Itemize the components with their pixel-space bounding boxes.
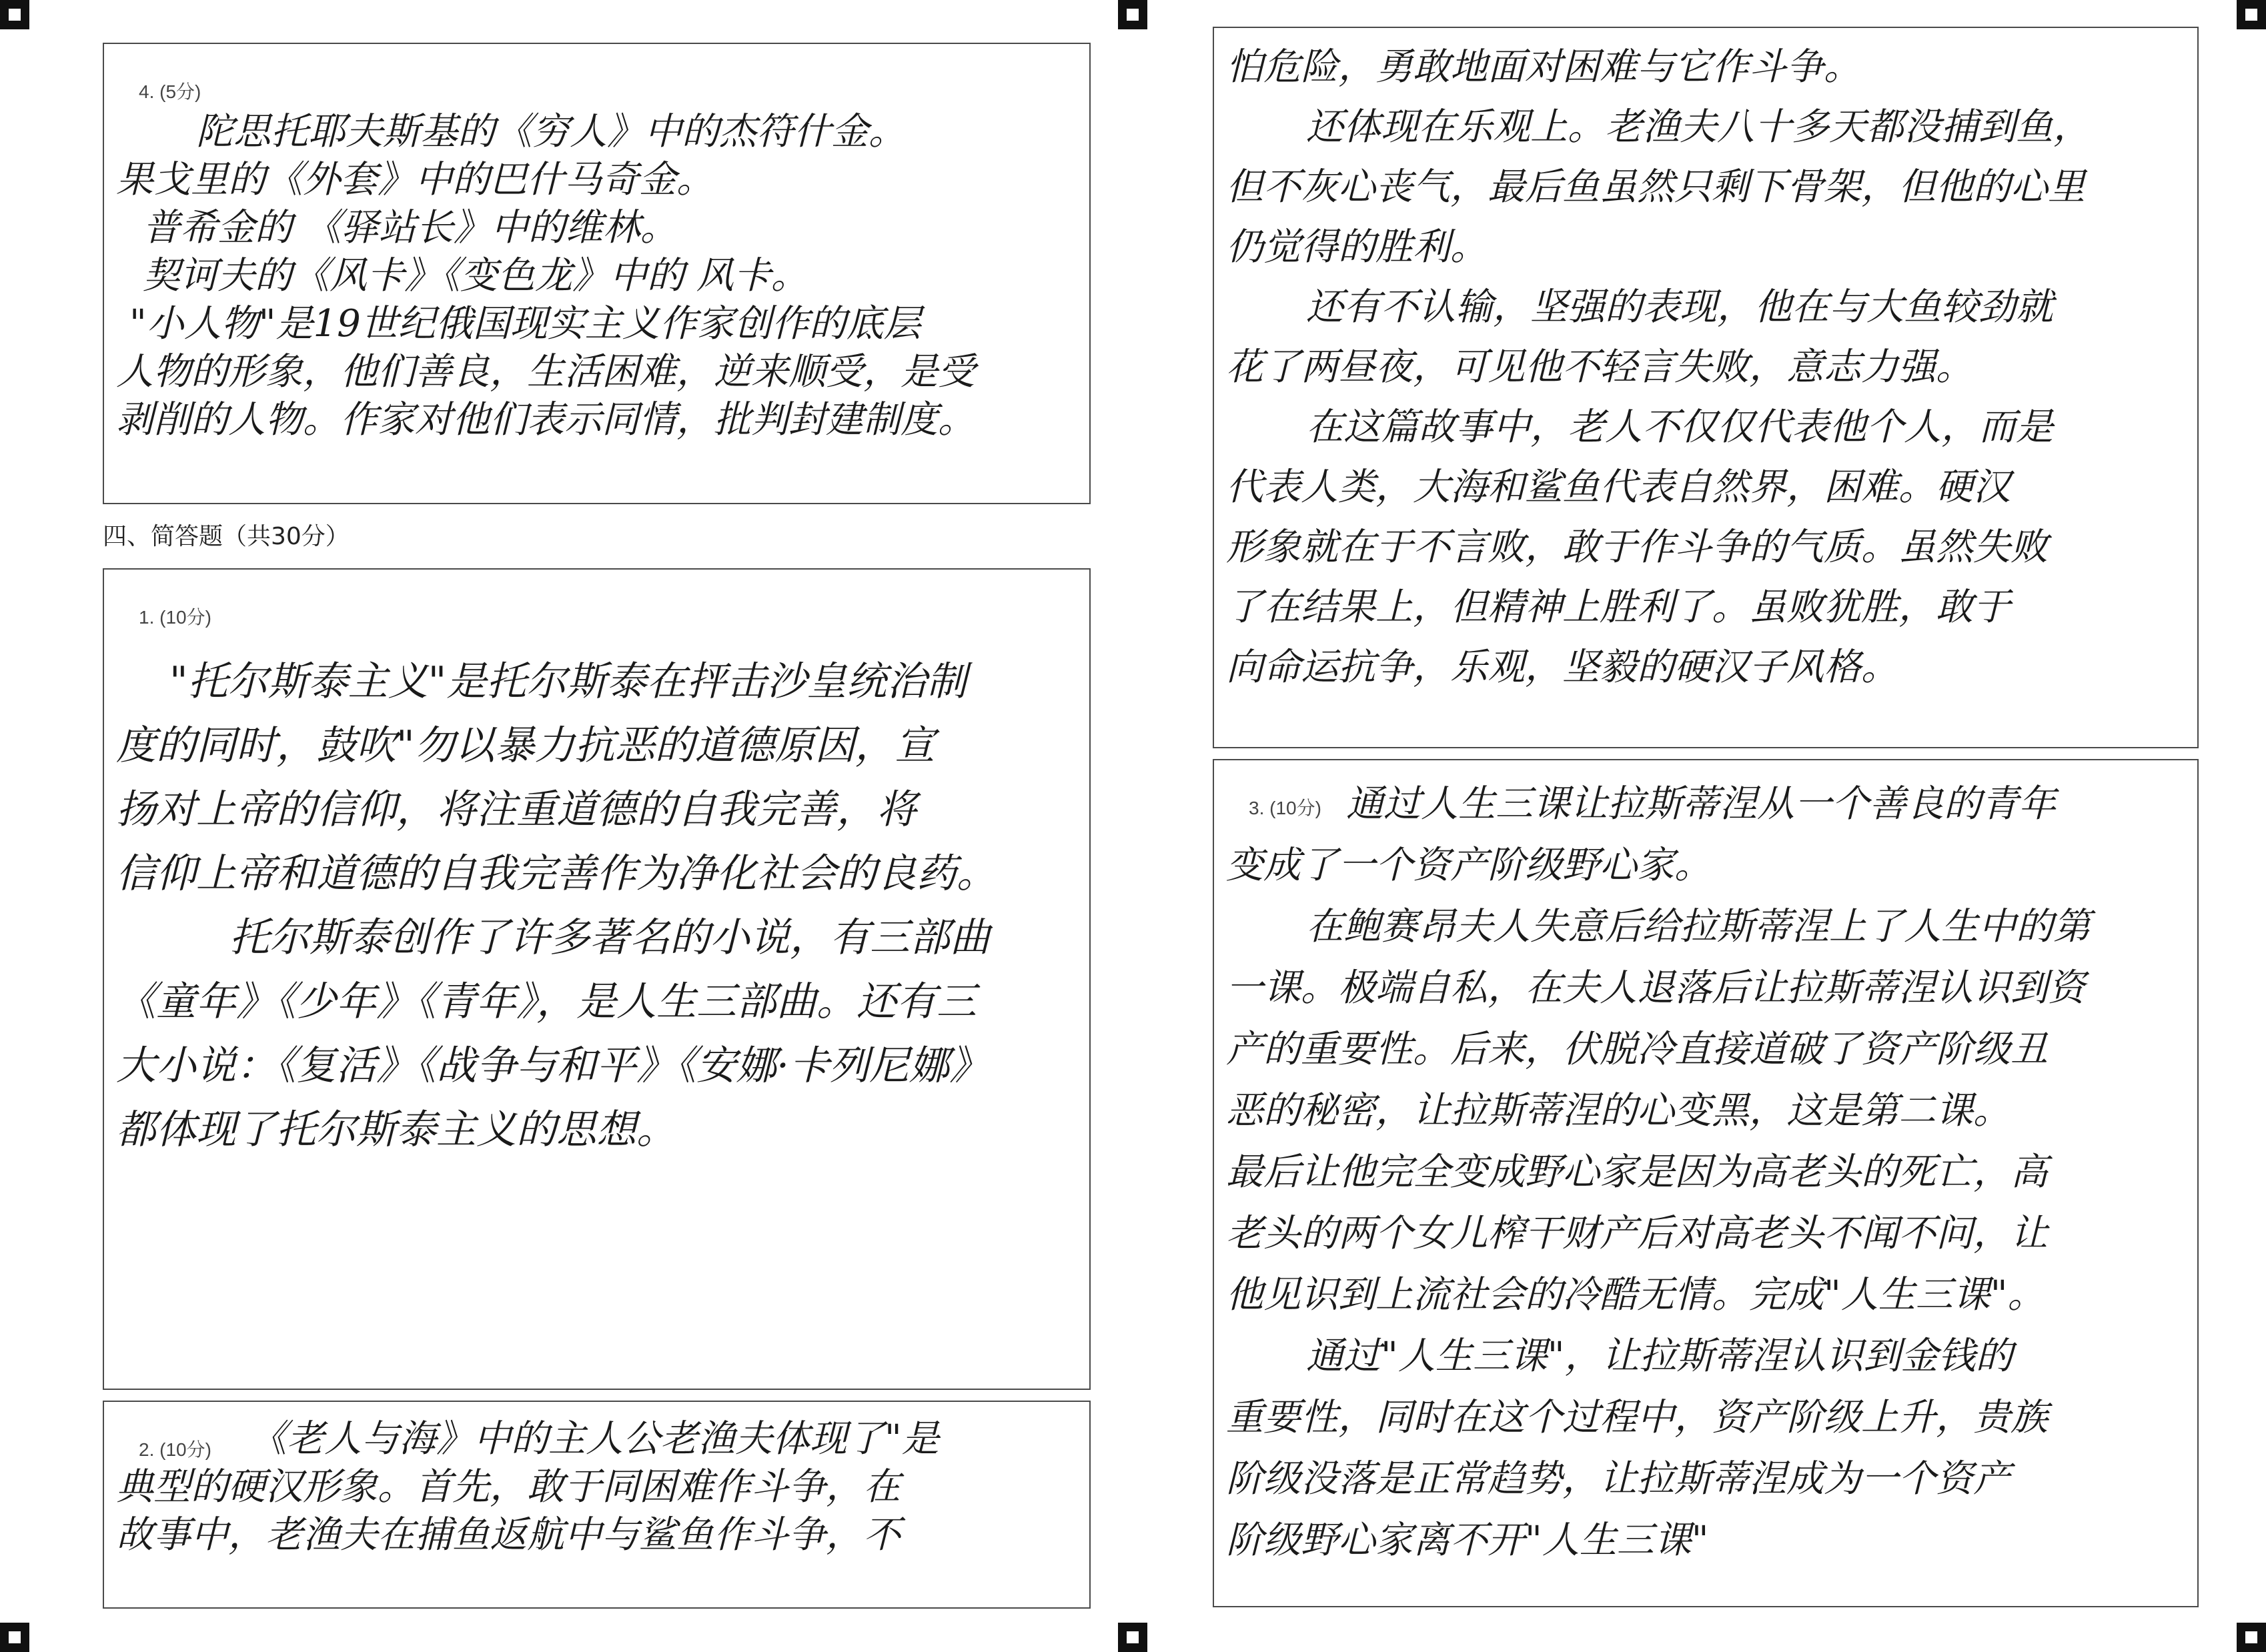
answer-line: 他见识到上流社会的冷酷无情。完成"人生三课"。 (1226, 1273, 2045, 1317)
answer-line: 仍觉得的胜利。 (1226, 225, 1488, 269)
answer-line: 在鲍赛昂夫人失意后给拉斯蒂涅上了人生中的第 (1306, 905, 2091, 948)
answer-line: 向命运抗争，乐观，坚毅的硬汉子风格。 (1226, 646, 1898, 689)
answer-line: 度的同时，鼓吹"勿以暴力抗恶的道德原因，宣 (116, 722, 935, 769)
answer-line: 《童年》《少年》《青年》，是人生三部曲。还有三 (116, 978, 977, 1025)
answer-line: "托尔斯泰主义"是托尔斯泰在抨击沙皇统治制 (169, 658, 967, 705)
handwritten-answer (116, 650, 997, 1162)
registration-marker-top-left (0, 0, 29, 29)
answer-box-short-answer-1 (103, 568, 1091, 1390)
answer-line: 最后让他完全变成野心家是因为高老头的死亡，高 (1226, 1150, 2048, 1194)
answer-line: 扬对上帝的信仰，将注重道德的自我完善，将 (116, 786, 917, 833)
answer-line: 一课。极端自私，在夫人退落后让拉斯蒂涅认识到资 (1226, 966, 2085, 1010)
answer-line: 代表人类，大海和鲨鱼代表自然界，困难。硬汉 (1226, 466, 2011, 509)
answer-line: 大小说：《复活》《战争与和平》《安娜·卡列尼娜》 (116, 1042, 990, 1089)
answer-box-short-answer-2-continued (1213, 27, 2199, 748)
answer-line: 花了两昼夜，可见他不轻言失败，意志力强。 (1226, 345, 1973, 389)
answer-line: 阶级野心家离不开"人生三课" (1226, 1519, 1709, 1562)
registration-marker-bottom-left (0, 1623, 29, 1652)
answer-line: 果戈里的《外套》中的巴什马奇金。 (116, 158, 714, 201)
answer-box-short-answer-2 (103, 1401, 1091, 1609)
answer-box-short-answer-3 (1213, 759, 2199, 1607)
answer-line: 通过人生三课让拉斯蒂涅从一个善良的青年 (1346, 782, 2056, 826)
answer-line: 托尔斯泰创作了许多著名的小说，有三部曲 (229, 914, 990, 961)
registration-marker-top-right (2237, 0, 2266, 29)
answer-line: 但不灰心丧气，最后鱼虽然只剩下骨架，但他的心里 (1226, 165, 2085, 209)
answer-line: 人物的形象，他们善良，生活困难，逆来顺受，是受 (116, 350, 975, 393)
section-heading: 四、简答题（共30分） (103, 523, 350, 550)
answer-line: 重要性，同时在这个过程中，资产阶级上升，贵族 (1226, 1396, 2048, 1439)
answer-line: 《老人与海》中的主人公老渔夫体现了"是 (249, 1417, 939, 1461)
answer-line: 形象就在于不言败，敢于作斗争的气质。虽然失败 (1226, 526, 2048, 569)
question-label: 1. (10分) (139, 607, 211, 628)
answer-line: 普希金的 《驿站长》中的维林。 (143, 206, 678, 249)
registration-marker-bottom-right (2237, 1623, 2266, 1652)
answer-line: 通过"人生三课"，让拉斯蒂涅认识到金钱的 (1306, 1335, 2013, 1378)
answer-line: 恶的秘密，让拉斯蒂涅的心变黑，这是第二课。 (1226, 1089, 2011, 1132)
answer-line: 契诃夫的《风卡》《变色龙》中的 风卡。 (143, 254, 808, 297)
handwritten-answer (116, 1415, 939, 1559)
answer-line: "小人物"是19世纪俄国现实主义作家创作的底层 (129, 302, 921, 345)
question-label: 3. (10分) (1249, 798, 1321, 818)
answer-line: 还有不认输，坚强的表现，他在与大鱼较劲就 (1306, 285, 2053, 329)
registration-marker-top-center (1118, 0, 1147, 29)
answer-line: 怕危险，勇敢地面对困难与它作斗争。 (1226, 45, 1861, 89)
registration-marker-bottom-center (1118, 1623, 1147, 1652)
answer-line: 剥削的人物。作家对他们表示同情，批判封建制度。 (116, 398, 975, 442)
answer-line: 都体现了托尔斯泰主义的思想。 (116, 1106, 676, 1153)
handwritten-answer (1226, 37, 2091, 698)
question-label: 2. (10分) (139, 1439, 211, 1460)
answer-line: 了在结果上，但精神上胜利了。虽败犹胜，敢于 (1226, 586, 2011, 629)
answer-line: 还体现在乐观上。老渔夫八十多天都没捕到鱼， (1306, 105, 2091, 149)
answer-line: 老头的两个女儿榨干财产后对高老头不闻不问，让 (1226, 1212, 2048, 1255)
answer-line: 在这篇故事中，老人不仅仅代表他个人，而是 (1306, 405, 2053, 449)
answer-line: 陀思托耶夫斯基的《穷人》中的杰符什金。 (196, 110, 906, 153)
question-label: 4. (5分) (139, 81, 201, 102)
answer-box-question-4 (103, 43, 1091, 504)
handwritten-answer (1226, 774, 2091, 1571)
answer-line: 产的重要性。后来，伏脱冷直接道破了资产阶级丑 (1226, 1028, 2048, 1071)
answer-line: 典型的硬汉形象。首先，敢于同困难作斗争，在 (116, 1465, 901, 1509)
answer-line: 故事中，老渔夫在捕鱼返航中与鲨鱼作斗争，不 (116, 1513, 901, 1557)
handwritten-answer (116, 108, 975, 444)
answer-line: 阶级没落是正常趋势，让拉斯蒂涅成为一个资产 (1226, 1457, 2011, 1501)
answer-line: 变成了一个资产阶级野心家。 (1226, 844, 1712, 887)
answer-line: 信仰上帝和道德的自我完善作为净化社会的良药。 (116, 850, 997, 897)
